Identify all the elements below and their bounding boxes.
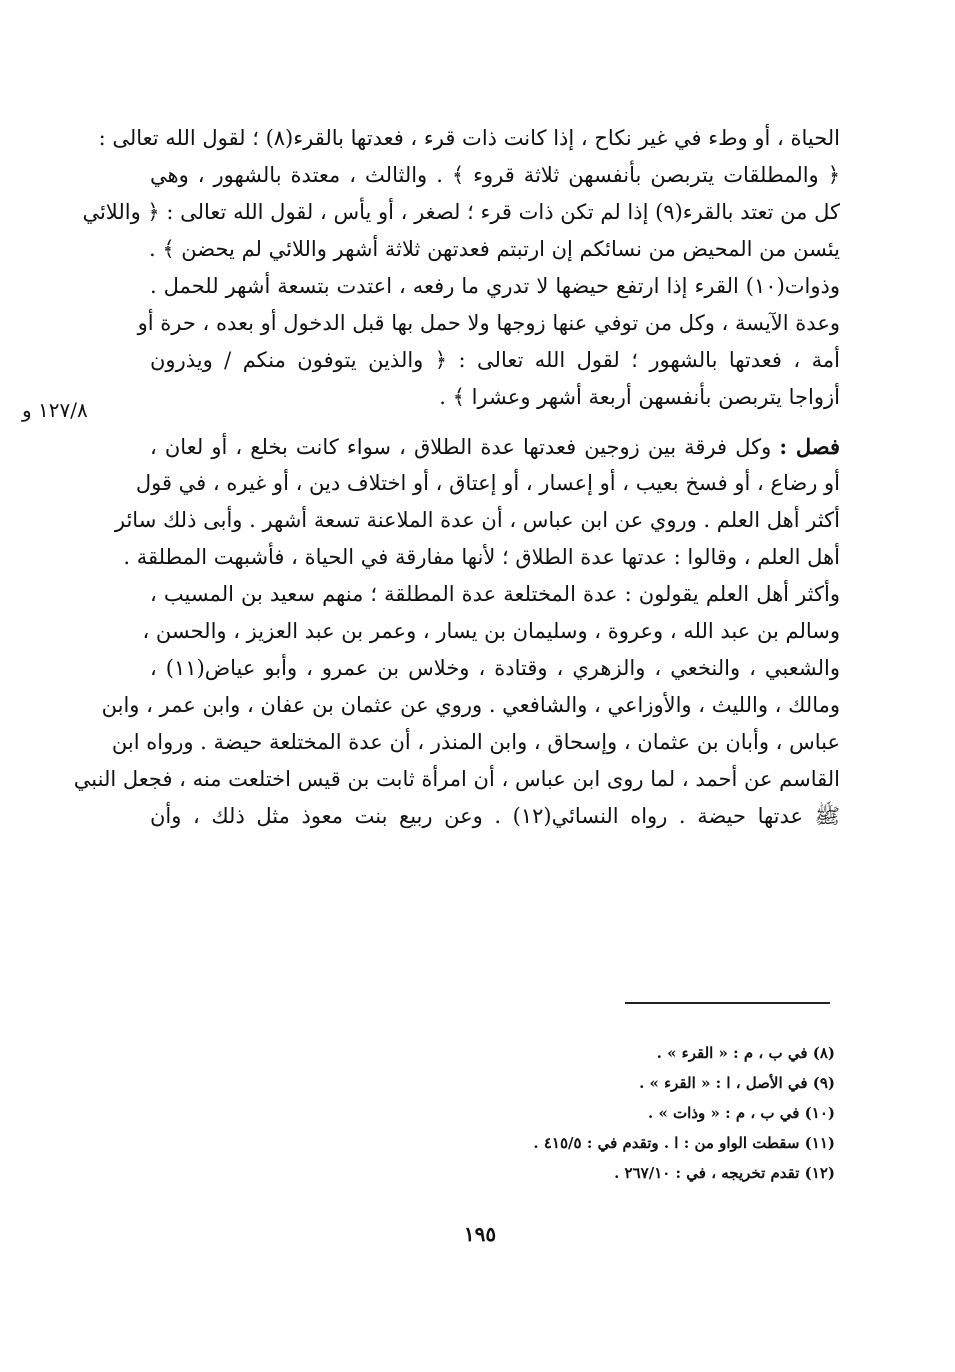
text-line: أهل العلم ، وقالوا : عدتها عدة الطلاق ؛ لأنها مفارقة في الحياة ، فأشبهت المطلقة . xyxy=(123,545,840,569)
text-line: القاسم عن أحمد ، لما روى ابن عباس ، أن امرأة ثابت بن قيس اختلعت منه ، فجعل النبي xyxy=(73,767,840,791)
paragraph-1 xyxy=(82,120,840,416)
text-line: أو رضاع ، أو فسخ بعيب ، أو إعسار ، أو إعتاق ، أو اختلاف دين ، أو غيره ، في قول xyxy=(135,471,840,495)
margin-folio-reference: ١٢٧/٨ و xyxy=(22,398,88,422)
text-line: أكثر أهل العلم . وروي عن ابن عباس ، أن عدة الملاعنة تسعة أشهر . وأبى ذلك سائر xyxy=(114,508,840,532)
paragraph-gap xyxy=(150,416,840,428)
footnote-separator xyxy=(625,1002,830,1004)
footnotes xyxy=(470,1038,835,1188)
main-text xyxy=(73,120,841,835)
text-line: كل من تعتد بالقرء(٩) إذا لم تكن ذات قرء ؛ لصغر ، أو يأس ، لقول الله تعالى : ﴿ واللائي xyxy=(82,200,840,224)
footnote: (١٢) تقدم تخريجه ، في : ٢٦٧/١٠ . xyxy=(614,1164,835,1182)
fasl-label: فصل : xyxy=(779,434,840,459)
footnote: (١٠) في ب ، م : « وذات » . xyxy=(648,1104,835,1122)
text-line: يئسن من المحيض من نسائكم إن ارتبتم فعدتهن ثلاثة أشهر واللائي لم يحضن ﴾ . xyxy=(148,237,840,261)
text-line: وأكثر أهل العلم يقولون : عدة المختلعة عدة المطلقة ؛ منهم سعيد بن المسيب ، xyxy=(150,582,840,606)
text-line-fasl xyxy=(150,428,840,465)
page-number: ١٩٥ xyxy=(463,1222,497,1246)
fasl-text: وكل فرقة بين زوجين فعدتها عدة الطلاق ، سواء كانت بخلع ، أو لعان ، xyxy=(150,435,772,459)
text-line: الحياة ، أو وطء في غير نكاح ، إذا كانت ذات قرء ، فعدتها بالقرء(٨) ؛ لقول الله تعالى : xyxy=(98,126,840,150)
text-line: أزواجا يتربصن بأنفسهن أربعة أشهر وعشرا ﴾ . xyxy=(439,385,840,409)
text-line: والشعبي ، والنخعي ، والزهري ، وقتادة ، وخلاس بن عمرو ، وأبو عياض(١١) ، xyxy=(150,656,840,680)
footnote: (٩) في الأصل ، ا : « القرء » . xyxy=(639,1074,835,1092)
text-line: وسالم بن عبد الله ، وعروة ، وسليمان بن يسار ، وعمر بن عبد العزيز ، والحسن ، xyxy=(142,619,840,643)
text-line: وذوات(١٠) القرء إذا ارتفع حيضها لا تدري ما رفعه ، اعتدت بتسعة أشهر للحمل . xyxy=(150,274,840,298)
text-line: وعدة الآيسة ، وكل من توفي عنها زوجها ولا حمل بها قبل الدخول أو بعده ، حرة أو xyxy=(137,311,840,335)
footnote: (١١) سقطت الواو من : ا . وتقدم في : ٤١٥/٥ . xyxy=(533,1134,835,1152)
text-line: عباس ، وأبان بن عثمان ، وإسحاق ، وابن المنذر ، أن عدة المختلعة حيضة . ورواه ابن xyxy=(111,730,840,754)
text-line: ومالك ، والليث ، والأوزاعي ، والشافعي . وروي عن عثمان بن عفان ، وابن عمر ، وابن xyxy=(101,693,840,717)
footnote: (٨) في ب ، م : « القرء » . xyxy=(656,1044,835,1062)
paragraph-2 xyxy=(73,428,841,835)
text-line: أمة ، فعدتها بالشهور ؛ لقول الله تعالى : ﴿ والذين يتوفون منكم / ويذرون xyxy=(150,348,840,372)
text-line: ﷺ عدتها حيضة . رواه النسائي(١٢) . وعن ربيع بنت معوذ مثل ذلك ، وأن xyxy=(150,804,841,828)
text-line: ﴿ والمطلقات يتربصن بأنفسهن ثلاثة قروء ﴾ . والثالث ، معتدة بالشهور ، وهي xyxy=(150,163,840,187)
